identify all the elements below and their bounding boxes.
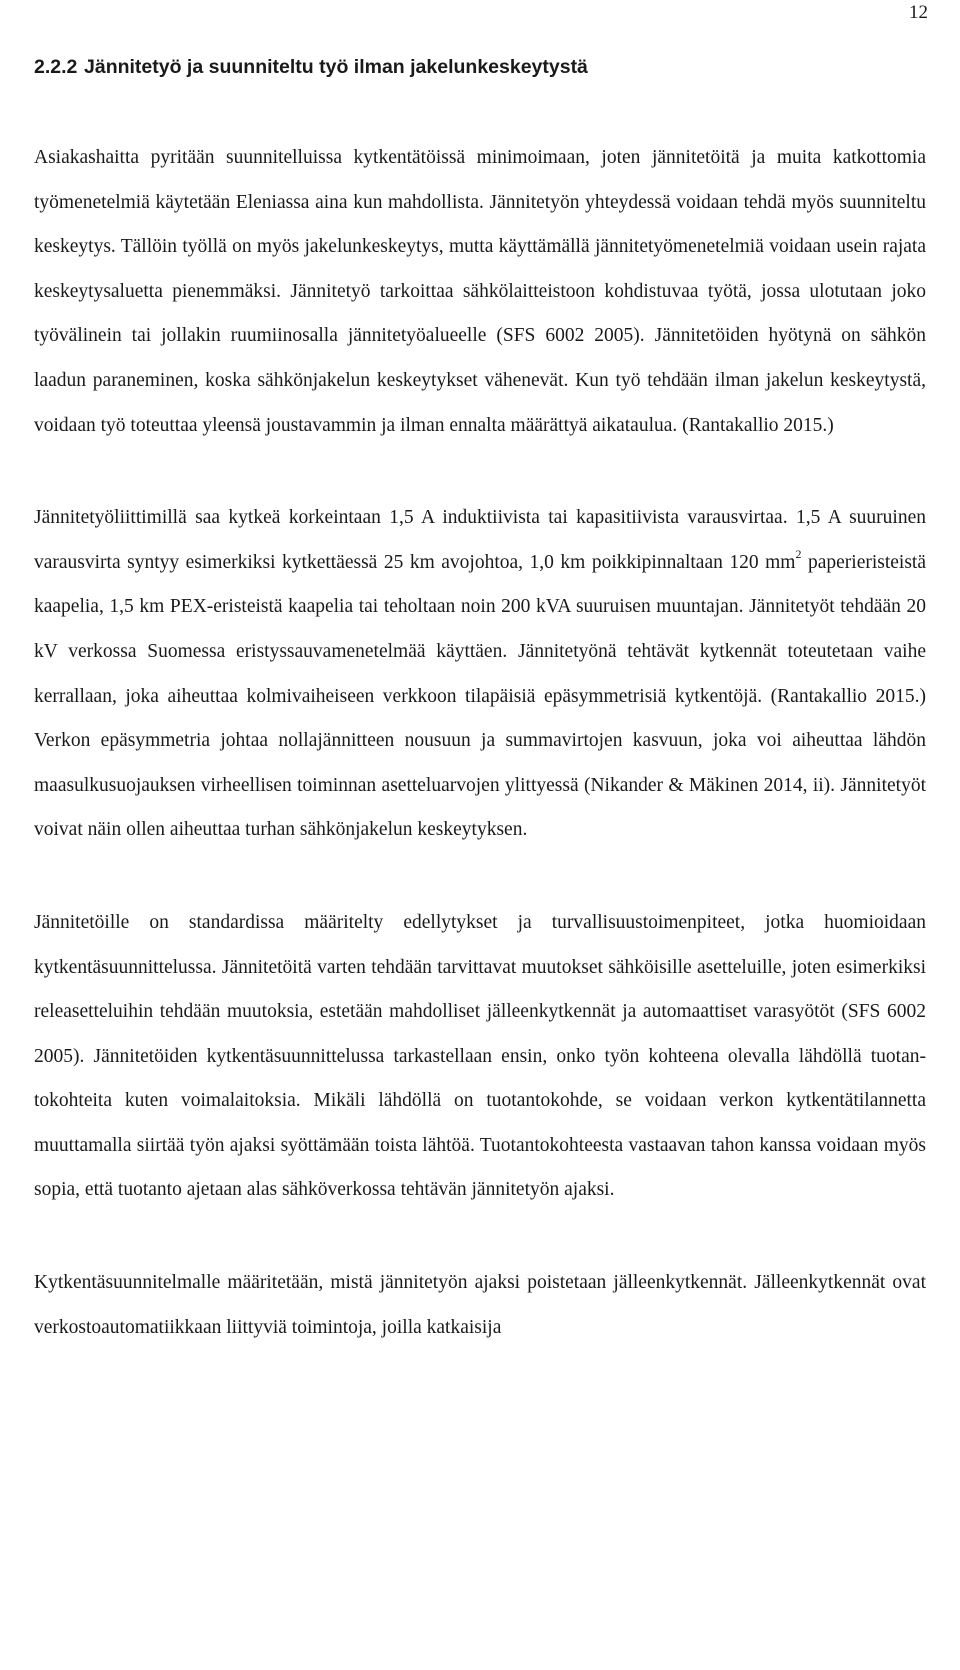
paragraph-text-before-superscript: Jännitetyöliittimillä saa kytkeä korkeintaan 1,5 A induktiivista tai kapasitiivista varausvirtaa. 1,5 A suuruinen varausvirta syntyy esimerkiksi kytkettäessä 25 km avojohtoa, 1,0 km poikkipinnaltaan 120 mm — [34, 507, 926, 573]
paragraph-live-working-connectors — [34, 496, 926, 853]
superscript-2: 2 — [795, 546, 802, 561]
page-number: 12 — [909, 2, 928, 23]
paragraph-reclosing: Kytkentäsuunnitelmalle määritetään, mistä jännitetyön ajaksi poistetaan jälleenkytkennät. Jälleenkytkennät ovat verkostoautomatiikkaan liittyviä toimintoja, joilla katkaisija — [34, 1272, 926, 1338]
section-number: 2.2.2 — [34, 56, 78, 78]
body-text — [34, 136, 926, 1398]
section-title: Jännitetyö ja suunniteltu työ ilman jakelunkeskeytystä — [84, 56, 588, 78]
paragraph-live-working-intro: Asiakashaitta pyritään suunnitelluissa kytkentätöissä minimoimaan, joten jännitetöitä ja muita katkottomia työmenetelmiä käytetään Eleniassa aina kun mahdollista. Jännitetyön yhteydessä voidaan tehdä myös suunniteltu keskeytys. Tällöin työllä on myös jakelunkeskeytys, mutta käyttämällä jännitetyömenetelmiä voidaan usein rajata keskeytysaluetta pienemmäksi. Jännitetyö tarkoittaa sähkölaitteistoon kohdistuvaa työtä, jossa ulotutaan joko työvälinein tai jollakin ruumiinosalla jännitetyöalueelle (SFS 6002 2005). Jännitetöiden hyötynä on sähkön laadun paraneminen, koska sähkönjakelun keskeytykset vähenevät. Kun työ tehdään ilman jakelun keskeytystä, voidaan työ toteuttaa yleensä joustavammin ja ilman ennalta määrättyä aikataulua. (Rantakallio 2015.) — [34, 147, 926, 436]
section-heading — [34, 56, 588, 79]
paragraph-text-after-superscript: paperieristeistä kaapelia, 1,5 km PEX-eristeistä kaapelia tai teholtaan noin 200 kVA suuruisen muuntajan. Jännitetyöt tehdään 20 kV verkossa Suomessa eristyssauvamenetelmää käyttäen. Jännitetyönä tehtävät kytkennät toteutetaan vaihe kerrallaan, joka aiheuttaa kolmivaiheiseen verkkoon tilapäisiä epäsymmetrisiä kytkentöjä. (Rantakallio 2015.) Verkon epäsymmetria johtaa nollajännitteen nousuun ja summavirtojen kasvuun, joka voi aiheuttaa lähdön maasulkusuojauksen virheellisen toiminnan asetteluarvojen ylittyessä (Nikander & Mäkinen 2014, ii). Jännitetyöt voivat näin ollen aiheuttaa turhan sähkönjakelun keskeytyksen. — [34, 551, 926, 841]
paragraph-live-working-standards: Jännitetöille on standardissa määritelty edellytykset ja turvallisuustoimenpiteet, jotka huomioidaan kytkentäsuunnittelussa. Jännitetöitä varten tehdään tarvittavat muutokset sähköisille asetteluille, joten esimerkiksi releasetteluihin tehdään muutoksia, estetään mahdolliset jälleenkytkennät ja automaattiset varasyötöt (SFS 6002 2005). Jännitetöiden kytkentäsuunnittelussa tarkastellaan ensin, onko työn kohteena olevalla lähdöllä tuotantokohteita kuten voimalaitoksia. Mikäli lähdöllä on tuotantokohde, se voidaan verkon kytkentätilannetta muuttamalla siirtää työn ajaksi syöttämään toista lähtöä. Tuotantokohteesta vastaavan tahon kanssa voidaan myös sopia, että tuotanto ajetaan alas sähköverkossa tehtävän jännitetyön ajaksi. — [34, 911, 926, 1201]
